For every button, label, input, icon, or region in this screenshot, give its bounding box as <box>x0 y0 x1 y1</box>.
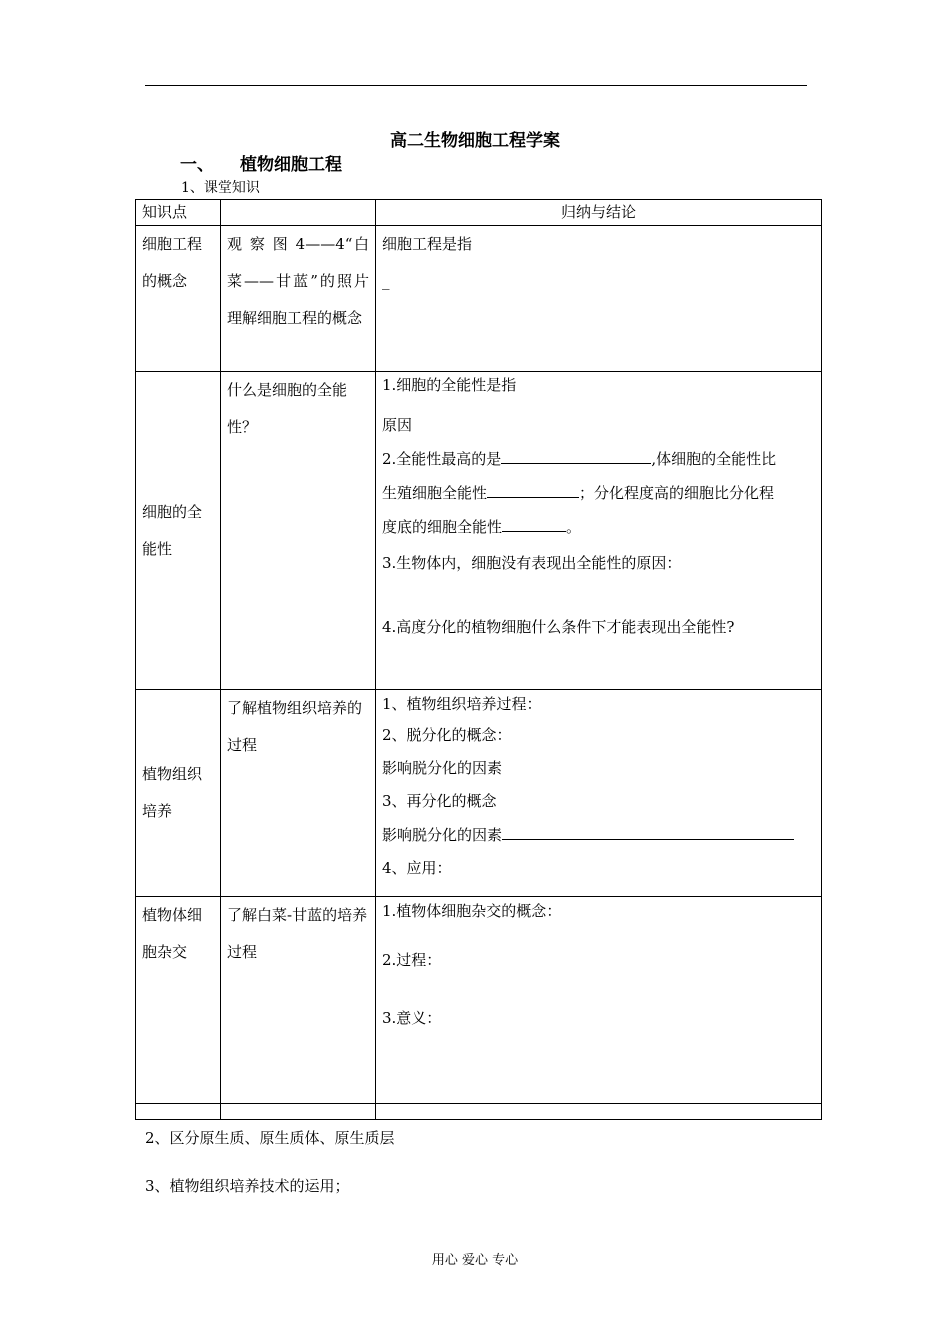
topic-cell: 细胞的全能性 <box>136 372 221 690</box>
empty-cell <box>221 1104 376 1120</box>
question-3: 3、植物组织培养技术的运用； <box>145 1177 350 1195</box>
topic-cell: 细胞工程的概念 <box>136 226 221 372</box>
section-label: 植物细胞工程 <box>240 155 342 175</box>
knowledge-table <box>135 199 822 1120</box>
table-row <box>136 1104 822 1120</box>
conclusion-line: 度底的细胞全能性 。 <box>382 518 582 536</box>
conclusion-line: 4、应用： <box>382 859 452 877</box>
empty-cell <box>136 1104 221 1120</box>
conclusion-cell <box>376 897 822 1104</box>
activity-cell: 了解白菜-甘蓝的培养过程 <box>221 897 376 1104</box>
conclusion-line: 3.意义： <box>382 1009 442 1027</box>
header-empty <box>221 200 376 226</box>
activity-cell: 观 察 图 4——4“白菜——甘蓝”的照片理解细胞工程的概念 <box>221 226 376 372</box>
page-title: 高二生物细胞工程学案 <box>390 131 560 151</box>
topic-cell: 植物组织培养 <box>136 690 221 897</box>
sub-heading: 1、课堂知识 <box>181 180 260 196</box>
page-footer: 用心 爱心 专心 <box>431 1253 519 1268</box>
section-heading <box>180 150 342 175</box>
conclusion-line: 细胞工程是指 <box>382 235 473 253</box>
fill-blank <box>501 449 651 464</box>
fill-blank <box>502 517 566 532</box>
table-row <box>136 690 822 897</box>
conclusion-line: 1.植物体细胞杂交的概念： <box>382 902 562 920</box>
conclusion-cell <box>376 372 822 690</box>
fill-blank <box>502 825 794 840</box>
conclusion-line: 2.过程： <box>382 951 442 969</box>
question-2: 2、区分原生质、原生质体、原生质层 <box>145 1129 395 1147</box>
conclusion-cell <box>376 690 822 897</box>
conclusion-line: 影响脱分化的因素 <box>382 759 503 777</box>
activity-cell: 了解植物组织培养的过程 <box>221 690 376 897</box>
topic-cell: 植物体细胞杂交 <box>136 897 221 1104</box>
section-number: 一、 <box>180 155 214 175</box>
conclusion-line: 2、脱分化的概念： <box>382 726 512 744</box>
table-row <box>136 372 822 690</box>
conclusion-cell <box>376 226 822 372</box>
table-header-row <box>136 200 822 226</box>
empty-cell <box>376 1104 822 1120</box>
conclusion-line: 3、再分化的概念 <box>382 792 497 810</box>
conclusion-line: 生殖细胞全能性 ；分化程度高的细胞比分化程 <box>382 484 775 502</box>
table-row <box>136 897 822 1104</box>
conclusion-line: 2.全能性最高的是 ,体细胞的全能性比 <box>382 450 777 468</box>
header-rule <box>145 85 807 86</box>
conclusion-line: 4.高度分化的植物细胞什么条件下才能表现出全能性? <box>382 618 735 636</box>
conclusion-line: 影响脱分化的因素 <box>382 818 815 852</box>
conclusion-line: 1、植物组织培养过程： <box>382 695 542 713</box>
activity-cell: 什么是细胞的全能性？ <box>221 372 376 690</box>
table-row <box>136 226 822 372</box>
fill-blank <box>487 483 579 498</box>
conclusion-line: 1.细胞的全能性是指 <box>382 376 517 394</box>
header-conclusion: 归纳与结论 <box>376 200 822 226</box>
conclusion-line: 3.生物体内，细胞没有表现出全能性的原因： <box>382 554 682 572</box>
header-knowledge-point: 知识点 <box>136 200 221 226</box>
conclusion-line: 原因 <box>382 416 413 434</box>
blank-mark: _ <box>382 272 390 290</box>
